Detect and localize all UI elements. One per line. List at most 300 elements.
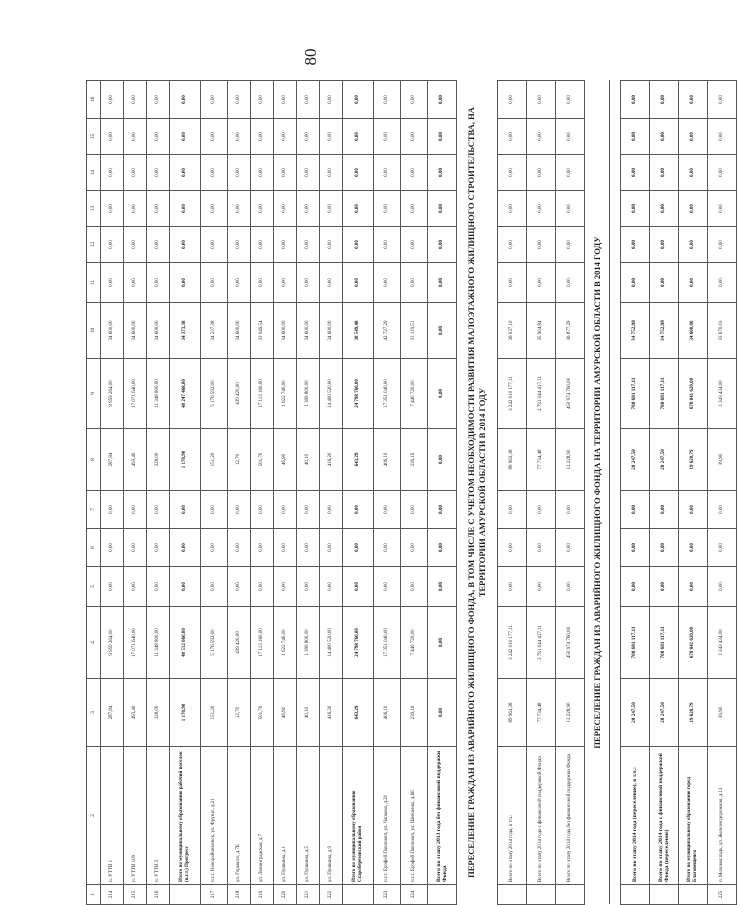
value-cell: 5 176 592,00 xyxy=(201,607,228,679)
value-cell: 0,00 xyxy=(170,491,201,529)
value-cell: 34 752,98 xyxy=(621,303,650,359)
value-cell: 416,20 xyxy=(320,679,343,747)
value-cell: 0,00 xyxy=(297,119,320,155)
value-cell: 0,00 xyxy=(708,529,737,567)
value-cell: 19 620,79 xyxy=(679,429,708,491)
value-cell: 0,00 xyxy=(251,155,274,191)
value-cell: 1 622 740,00 xyxy=(274,359,297,429)
value-cell: 89 963,38 xyxy=(498,429,527,491)
value-cell: 1 399 800,00 xyxy=(297,359,320,429)
value-cell: 0,00 xyxy=(124,567,147,607)
section-heading: ПЕРЕСЕЛЕНИЕ ГРАЖДАН ИЗ АВАРИЙНОГО ЖИЛИЩНОГО ФОНДА НА ТЕРРИТОРИИ АМУРСКОЙ ОБЛАСТИ В 2014 ГОДУ xyxy=(591,236,602,749)
value-cell: 0,00 xyxy=(297,155,320,191)
value-cell: 0,00 xyxy=(679,155,708,191)
table-row xyxy=(401,81,428,905)
value-cell: 0,00 xyxy=(343,567,374,607)
value-cell: 0,00 xyxy=(428,155,457,191)
value-cell: 0,00 xyxy=(274,567,297,607)
value-cell: 700 681 117,11 xyxy=(650,607,679,679)
value-cell: 0,00 xyxy=(228,263,251,303)
row-name-cell: Итого по муниципальному образованию Староберезовский район xyxy=(343,747,374,885)
spacer-row xyxy=(610,81,621,905)
value-cell: 700 681 117,11 xyxy=(621,359,650,429)
row-name-cell: Итого по муниципальному образованию город Благовещенск xyxy=(679,747,708,885)
value-cell: 0,00 xyxy=(498,263,527,303)
value-cell: 493,40 xyxy=(124,429,147,491)
row-number-cell xyxy=(498,885,527,905)
row-name-cell: п. УТТИ 3 xyxy=(147,747,170,885)
value-cell: 0,00 xyxy=(650,263,679,303)
value-cell: 0,00 xyxy=(621,81,650,119)
value-cell: 0,00 xyxy=(320,119,343,155)
row-name-cell: п.г.т. Ерофей Павлович, ул. Чапаева, д.20 xyxy=(374,747,401,885)
value-cell: 0,00 xyxy=(679,529,708,567)
value-cell: 643,29 xyxy=(343,429,374,491)
value-cell: 0,00 xyxy=(124,155,147,191)
value-cell: 0,00 xyxy=(274,227,297,263)
row-name-cell: п. УТТИ 109 xyxy=(124,747,147,885)
value-cell: 700 681 117,11 xyxy=(621,607,650,679)
table-row xyxy=(343,81,374,905)
section-heading-row xyxy=(585,81,610,905)
row-name-cell: Всего по этапу 2014 года с финансовой поддержкой Фонда xyxy=(527,747,556,885)
row-number-cell: 215 xyxy=(124,885,147,905)
value-cell: 0,00 xyxy=(428,491,457,529)
value-cell: 17 071 640,00 xyxy=(124,359,147,429)
value-cell: 34 600,00 xyxy=(274,303,297,359)
value-cell: 0,00 xyxy=(201,529,228,567)
table-row xyxy=(498,81,527,905)
value-cell: 501,70 xyxy=(251,679,274,747)
value-cell: 12 228,90 xyxy=(556,679,585,747)
value-cell: 40 512 060,00 xyxy=(170,607,201,679)
value-cell: 9 959 264,00 xyxy=(101,359,124,429)
value-cell: 34 600,00 xyxy=(228,303,251,359)
value-cell: 0,00 xyxy=(650,191,679,227)
row-number-cell xyxy=(621,885,650,905)
value-cell: 46,90 xyxy=(274,429,297,491)
value-cell: 1 343 434,00 xyxy=(708,607,737,679)
value-cell: 0,00 xyxy=(251,81,274,119)
value-cell: 31 119,51 xyxy=(401,303,428,359)
value-cell: 1 170,90 xyxy=(170,679,201,747)
value-cell: 0,00 xyxy=(101,155,124,191)
value-cell: 0,00 xyxy=(251,119,274,155)
value-cell: 0,00 xyxy=(343,491,374,529)
value-cell: 0,00 xyxy=(708,227,737,263)
column-number: 8 xyxy=(87,429,101,491)
page-number-text: 80 xyxy=(301,48,320,66)
value-cell: 0,00 xyxy=(401,119,428,155)
value-cell: 0,00 xyxy=(650,119,679,155)
table-row xyxy=(101,81,124,905)
value-cell: 0,00 xyxy=(621,227,650,263)
table-row xyxy=(147,81,170,905)
row-number-cell: 217 xyxy=(201,885,228,905)
value-cell: 0,00 xyxy=(124,263,147,303)
value-cell: 1 170,90 xyxy=(170,429,201,491)
row-name-cell: Итого по муниципальному образованию рабочий поселок (п.г.т.) Прогресс xyxy=(170,747,201,885)
value-cell: 0,00 xyxy=(374,529,401,567)
value-cell: 493,40 xyxy=(124,679,147,747)
row-number-cell: 221 xyxy=(297,885,320,905)
row-number-cell xyxy=(650,885,679,905)
value-cell: 0,00 xyxy=(428,119,457,155)
row-number-cell xyxy=(679,885,708,905)
value-cell: 0,00 xyxy=(650,227,679,263)
value-cell: 0,00 xyxy=(147,119,170,155)
value-cell: 0,00 xyxy=(101,567,124,607)
value-cell: 0,00 xyxy=(374,81,401,119)
column-number: 16 xyxy=(87,81,101,119)
value-cell: 0,00 xyxy=(147,567,170,607)
value-cell: 0,00 xyxy=(679,491,708,529)
value-cell: 0,00 xyxy=(708,81,737,119)
value-cell: 0,00 xyxy=(401,155,428,191)
value-cell: 0,00 xyxy=(101,491,124,529)
value-cell: 0,00 xyxy=(228,155,251,191)
value-cell: 0,00 xyxy=(428,529,457,567)
value-cell: 0,00 xyxy=(428,263,457,303)
value-cell: 0,00 xyxy=(498,155,527,191)
value-cell: 11 348 800,00 xyxy=(147,359,170,429)
value-cell: 0,00 xyxy=(650,491,679,529)
value-cell: 643,29 xyxy=(343,679,374,747)
column-number: 5 xyxy=(87,567,101,607)
value-cell: 19 620,79 xyxy=(679,679,708,747)
value-cell: 36 037,10 xyxy=(498,303,527,359)
value-cell: 239,19 xyxy=(401,429,428,491)
value-cell: 0,00 xyxy=(527,227,556,263)
value-cell: 0,00 xyxy=(101,81,124,119)
value-cell: 2 791 044 417,11 xyxy=(527,359,556,429)
value-cell: 0,00 xyxy=(679,119,708,155)
table-row xyxy=(201,81,228,905)
column-number: 11 xyxy=(87,263,101,303)
value-cell: 0,00 xyxy=(708,191,737,227)
value-cell: 450 974 760,00 xyxy=(556,359,585,429)
column-number: 1 xyxy=(87,885,101,905)
value-cell: 0,00 xyxy=(556,191,585,227)
value-cell: 7 440 720,00 xyxy=(401,359,428,429)
value-cell: 0,00 xyxy=(679,227,708,263)
value-cell: 0,00 xyxy=(201,227,228,263)
row-name-cell: ул. Горького, д.7Б xyxy=(228,747,251,885)
value-cell: 0,00 xyxy=(527,119,556,155)
row-number-cell: 220 xyxy=(274,885,297,905)
value-cell: 0,00 xyxy=(428,191,457,227)
table-row xyxy=(124,81,147,905)
value-cell: 0,00 xyxy=(297,191,320,227)
value-cell: 12 228,90 xyxy=(556,429,585,491)
value-cell: 501,70 xyxy=(251,429,274,491)
value-cell: 0,00 xyxy=(374,263,401,303)
value-cell: 0,00 xyxy=(101,191,124,227)
value-cell: 151,20 xyxy=(201,429,228,491)
row-number-cell: 223 xyxy=(374,885,401,905)
value-cell: 0,00 xyxy=(320,155,343,191)
value-cell: 0,00 xyxy=(343,529,374,567)
value-cell: 0,00 xyxy=(343,227,374,263)
value-cell: 40,10 xyxy=(297,679,320,747)
value-cell: 7 440 720,00 xyxy=(401,607,428,679)
value-cell: 34 600,00 xyxy=(101,303,124,359)
table-row xyxy=(170,81,201,905)
value-cell: 0,00 xyxy=(170,227,201,263)
value-cell: 34 600,00 xyxy=(320,303,343,359)
value-cell: 34 600,00 xyxy=(679,303,708,359)
value-cell: 0,00 xyxy=(170,567,201,607)
value-cell: 0,00 xyxy=(650,567,679,607)
row-name-cell: Всего по этапу 2014 года с финансовой поддержкой Фонда (переселение) xyxy=(650,747,679,885)
data-table xyxy=(86,80,737,905)
column-number-row xyxy=(87,81,101,905)
value-cell: 678 841 620,00 xyxy=(679,607,708,679)
value-cell: 0,00 xyxy=(274,263,297,303)
value-cell: 34 373,38 xyxy=(170,303,201,359)
value-cell: 0,00 xyxy=(101,263,124,303)
value-cell: 0,00 xyxy=(274,491,297,529)
value-cell: 0,00 xyxy=(428,359,457,429)
value-cell: 34 600,00 xyxy=(297,303,320,359)
column-number: 15 xyxy=(87,119,101,155)
value-cell: 35 904,84 xyxy=(527,303,556,359)
row-name-cell: ул. Пушкина, д.5 xyxy=(297,747,320,885)
value-cell: 0,00 xyxy=(170,191,201,227)
table-row xyxy=(374,81,401,905)
value-cell: 0,00 xyxy=(374,227,401,263)
value-cell: 0,00 xyxy=(228,491,251,529)
value-cell: 0,00 xyxy=(251,191,274,227)
value-cell: 0,00 xyxy=(621,191,650,227)
column-number: 10 xyxy=(87,303,101,359)
value-cell: 20 247,50 xyxy=(650,429,679,491)
row-number-cell: 214 xyxy=(101,885,124,905)
value-cell: 0,00 xyxy=(556,119,585,155)
value-cell: 0,00 xyxy=(621,263,650,303)
row-number-cell: 219 xyxy=(251,885,274,905)
value-cell: 1 622 740,00 xyxy=(274,607,297,679)
value-cell: 0,00 xyxy=(498,567,527,607)
value-cell: 151,20 xyxy=(201,679,228,747)
value-cell: 0,00 xyxy=(428,567,457,607)
value-cell: 0,00 xyxy=(170,529,201,567)
value-cell: 0,00 xyxy=(343,155,374,191)
value-cell: 0,00 xyxy=(101,529,124,567)
value-cell: 0,00 xyxy=(527,567,556,607)
table-row xyxy=(320,81,343,905)
value-cell: 0,00 xyxy=(251,227,274,263)
value-cell: 0,00 xyxy=(556,81,585,119)
table-row xyxy=(621,81,650,905)
value-cell: 34 237,38 xyxy=(201,303,228,359)
value-cell: 0,00 xyxy=(556,263,585,303)
table-row xyxy=(228,81,251,905)
value-cell: 439 420,00 xyxy=(228,607,251,679)
row-name-cell: Всего по этапу 2014 года без финансовой поддержки Фонда xyxy=(556,747,585,885)
value-cell: 24 798 760,00 xyxy=(343,359,374,429)
value-cell: 14 400 520,00 xyxy=(320,607,343,679)
value-cell: 287,84 xyxy=(101,679,124,747)
value-cell: 439 420,00 xyxy=(228,359,251,429)
table-row xyxy=(527,81,556,905)
value-cell: 0,00 xyxy=(401,529,428,567)
value-cell: 40 247 468,00 xyxy=(170,359,201,429)
value-cell: 0,00 xyxy=(498,491,527,529)
value-cell: 0,00 xyxy=(527,81,556,119)
value-cell: 0,00 xyxy=(297,529,320,567)
table-row xyxy=(708,81,737,905)
column-number: 3 xyxy=(87,679,101,747)
value-cell: 0,00 xyxy=(374,119,401,155)
value-cell: 0,00 xyxy=(374,491,401,529)
value-cell: 0,00 xyxy=(374,155,401,191)
value-cell: 0,00 xyxy=(228,81,251,119)
value-cell: 17 071 640,00 xyxy=(124,607,147,679)
table-row xyxy=(274,81,297,905)
value-cell: 17 113 160,00 xyxy=(251,359,274,429)
value-cell: 0,00 xyxy=(621,491,650,529)
value-cell: 40,10 xyxy=(297,429,320,491)
value-cell: 24 798 760,00 xyxy=(343,607,374,679)
value-cell: 34 600,00 xyxy=(124,303,147,359)
value-cell: 17 351 040,00 xyxy=(374,359,401,429)
value-cell: 0,00 xyxy=(251,529,274,567)
value-cell: 0,00 xyxy=(708,155,737,191)
value-cell: 0,00 xyxy=(170,119,201,155)
table-row xyxy=(297,81,320,905)
value-cell: 38 549,48 xyxy=(343,303,374,359)
value-cell: 0,00 xyxy=(101,119,124,155)
value-cell: 0,00 xyxy=(124,81,147,119)
value-cell: 0,00 xyxy=(170,155,201,191)
row-number-cell xyxy=(428,885,457,905)
value-cell: 0,00 xyxy=(147,155,170,191)
value-cell: 0,00 xyxy=(297,567,320,607)
value-cell: 46,90 xyxy=(274,679,297,747)
value-cell: 3 242 010 177,11 xyxy=(498,607,527,679)
value-cell: 0,00 xyxy=(124,119,147,155)
value-cell: 678 841 620,00 xyxy=(679,359,708,429)
value-cell: 0,00 xyxy=(147,227,170,263)
column-number: 7 xyxy=(87,491,101,529)
value-cell: 700 681 117,11 xyxy=(650,359,679,429)
value-cell: 33 670,03 xyxy=(708,303,737,359)
value-cell: 0,00 xyxy=(297,491,320,529)
value-cell: 0,00 xyxy=(124,491,147,529)
value-cell: 0,00 xyxy=(679,191,708,227)
row-number-cell: 225 xyxy=(708,885,737,905)
value-cell: 0,00 xyxy=(147,529,170,567)
value-cell: 0,00 xyxy=(228,227,251,263)
value-cell: 0,00 xyxy=(428,429,457,491)
value-cell: 0,00 xyxy=(251,567,274,607)
value-cell: 2 791 044 417,11 xyxy=(527,607,556,679)
value-cell: 3 242 010 177,11 xyxy=(498,359,527,429)
value-cell: 0,00 xyxy=(401,227,428,263)
value-cell: 0,00 xyxy=(343,81,374,119)
value-cell: 0,00 xyxy=(498,191,527,227)
column-number: 6 xyxy=(87,529,101,567)
value-cell: 0,00 xyxy=(201,81,228,119)
value-cell: 0,00 xyxy=(556,155,585,191)
value-cell: 0,00 xyxy=(621,529,650,567)
table-row xyxy=(428,81,457,905)
value-cell: 0,00 xyxy=(320,227,343,263)
column-number: 2 xyxy=(87,747,101,885)
value-cell: 0,00 xyxy=(556,567,585,607)
value-cell: 0,00 xyxy=(679,263,708,303)
value-cell: 34 752,98 xyxy=(650,303,679,359)
value-cell: 0,00 xyxy=(650,81,679,119)
column-number: 12 xyxy=(87,227,101,263)
value-cell: 0,00 xyxy=(201,119,228,155)
value-cell: 0,00 xyxy=(401,191,428,227)
value-cell: 0,00 xyxy=(343,263,374,303)
value-cell: 0,00 xyxy=(320,529,343,567)
value-cell: 0,00 xyxy=(124,191,147,227)
section-heading: ПЕРЕСЕЛЕНИЕ ГРАЖДАН ИЗ АВАРИЙНОГО ЖИЛИЩНОГО ФОНДА, В ТОМ ЧИСЛЕ С УЧЕТОМ НЕОБХОДИМОСТИ РАЗВИТИЯ МАЛОЭТАЖНОГО ЖИЛИЩНОГО СТРОИТЕЛЬСТВА, НА ТЕРРИТОРИИ АМУРСКОЙ ОБЛАСТИ В 2014 ГОДУ xyxy=(466,107,487,878)
value-cell: 0,00 xyxy=(124,529,147,567)
row-name-cell: Всего по этапу 2014 года (переселение), в т.ч.: xyxy=(621,747,650,885)
value-cell: 416,20 xyxy=(320,429,343,491)
value-cell: 0,00 xyxy=(527,191,556,227)
value-cell: 0,00 xyxy=(708,263,737,303)
value-cell: 0,00 xyxy=(708,491,737,529)
value-cell: 0,00 xyxy=(401,81,428,119)
value-cell: 0,00 xyxy=(251,263,274,303)
row-number-cell: 222 xyxy=(320,885,343,905)
value-cell: 0,00 xyxy=(170,81,201,119)
value-cell: 0,00 xyxy=(320,491,343,529)
value-cell: 0,00 xyxy=(679,81,708,119)
value-cell: 0,00 xyxy=(498,227,527,263)
row-name-cell: п.г.т. Новорайчихинск, ул. Фрунзе, д.21 xyxy=(201,747,228,885)
row-name-cell: ул. Пушкина, д.9 xyxy=(320,747,343,885)
value-cell: 406,10 xyxy=(374,679,401,747)
value-cell: 17 113 160,00 xyxy=(251,607,274,679)
value-cell: 0,00 xyxy=(621,155,650,191)
value-cell: 0,00 xyxy=(320,81,343,119)
row-name-cell: п.г.т. Ерофей Павлович, ул. Шевченко, д.66 xyxy=(401,747,428,885)
value-cell: 0,00 xyxy=(201,491,228,529)
value-cell: 0,00 xyxy=(124,227,147,263)
value-cell: 89 963,38 xyxy=(498,679,527,747)
value-cell: 0,00 xyxy=(428,81,457,119)
value-cell: 0,00 xyxy=(401,263,428,303)
value-cell: 36 877,29 xyxy=(556,303,585,359)
value-cell: 0,00 xyxy=(343,191,374,227)
value-cell: 12,70 xyxy=(228,679,251,747)
value-cell: 34 600,00 xyxy=(147,303,170,359)
value-cell: 0,00 xyxy=(708,567,737,607)
value-cell: 0,00 xyxy=(320,567,343,607)
value-cell: 0,00 xyxy=(201,263,228,303)
value-cell: 0,00 xyxy=(556,227,585,263)
value-cell: 0,00 xyxy=(147,191,170,227)
value-cell: 0,00 xyxy=(297,227,320,263)
value-cell: 0,00 xyxy=(251,491,274,529)
value-cell: 0,00 xyxy=(201,567,228,607)
row-name-cell: ул. Ленинградская, д.7 xyxy=(251,747,274,885)
value-cell: 5 176 592,00 xyxy=(201,359,228,429)
value-cell: 0,00 xyxy=(228,191,251,227)
value-cell: 0,00 xyxy=(428,607,457,679)
value-cell: 39,90 xyxy=(708,679,737,747)
value-cell: 33 949,54 xyxy=(251,303,274,359)
value-cell: 0,00 xyxy=(498,119,527,155)
column-number: 4 xyxy=(87,607,101,679)
